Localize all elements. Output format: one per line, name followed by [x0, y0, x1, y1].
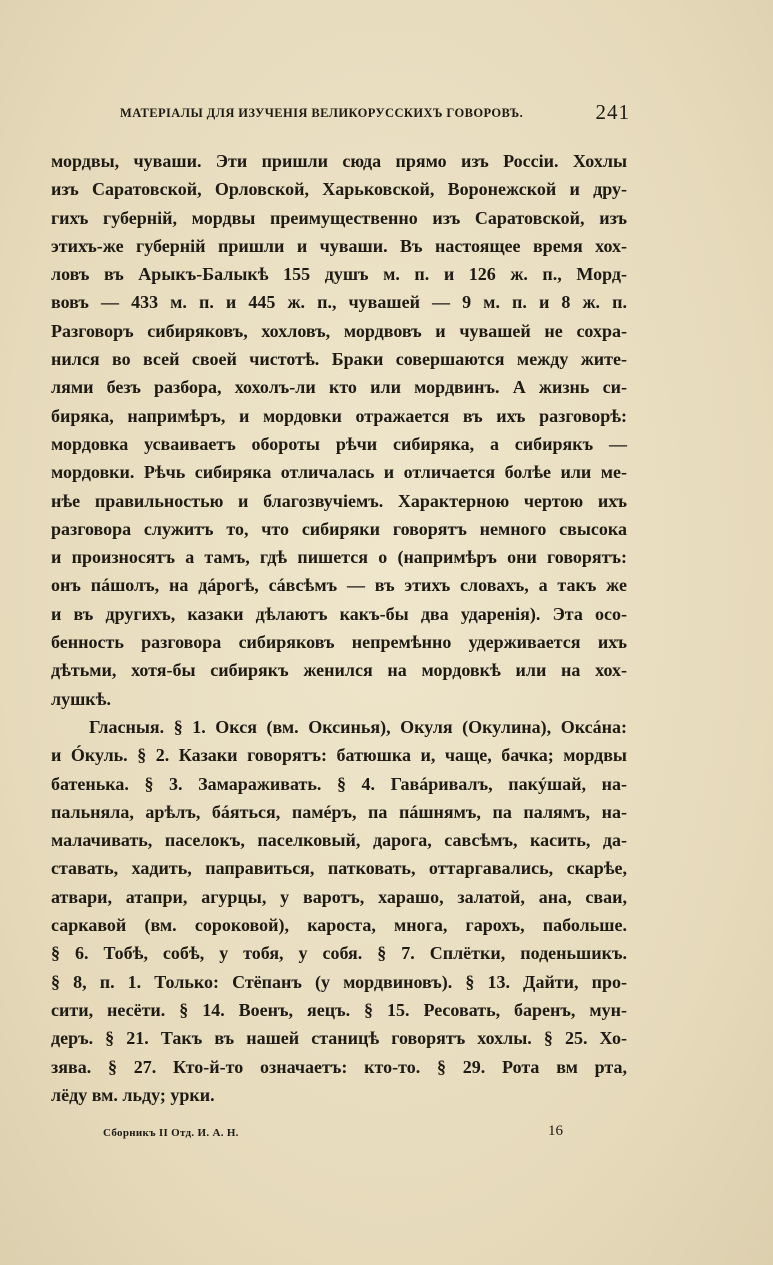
paragraph-2	[51, 713, 627, 1109]
page-header	[120, 100, 630, 130]
text-line: атвари, атапри, агурцы, у варотъ, харашо, залатой, ана, сваи,	[51, 886, 627, 907]
text-line: биряка, напримѣръ, и мордовки отражается въ ихъ разговорѣ:	[51, 405, 627, 426]
text-line: изъ Саратовской, Орловской, Харьковской, Воронежской и дру-	[51, 179, 627, 200]
text-line: Разговоръ сибиряковъ, хохловъ, мордвовъ и чувашей не сохра-	[51, 320, 627, 341]
text-line: мордовки. Рѣчь сибиряка отличалась и отличается болѣе или ме-	[51, 462, 627, 483]
text-line: и произносятъ а тамъ, гдѣ пишется о (напримѣръ они говорятъ:	[51, 547, 627, 568]
text-line: вовъ — 433 м. п. и 445 ж. п., чувашей — 9 м. п. и 8 ж. п.	[51, 292, 627, 313]
text-line: § 8, п. 1. Только: Стёпанъ (у мордвиновъ). § 13. Дайти, про-	[51, 971, 627, 992]
text-line: мордовка усваиваетъ обороты рѣчи сибиряка, а сибирякъ —	[51, 433, 627, 454]
text-line: пальняла, арѣлъ, бáяться, памéръ, па пáшнямъ, па палямъ, на-	[51, 801, 627, 822]
text-line: мордвы, чуваши. Эти пришли сюда прямо изъ Россiи. Хохлы	[51, 151, 627, 171]
text-line: § 6. Тобѣ, собѣ, у тобя, у собя. § 7. Сплётки, поденьшикъ.	[51, 943, 627, 964]
text-line: Гласныя. § 1. Окся (вм. Оксинья), Окуля (Окулина), Оксáна:	[89, 716, 627, 737]
text-line: лушкѣ.	[51, 688, 111, 709]
text-line: малачивать, паселокъ, паселковый, дарога, савсѣмъ, касить, да-	[51, 830, 627, 851]
body-text	[51, 147, 627, 1109]
text-line: ловъ въ Арыкъ-Балыкѣ 155 душъ м. п. и 126 ж. п., Морд-	[51, 264, 627, 285]
text-line: саркавой (вм. сороковой), кароста, многа, гарохъ, пабольше.	[51, 915, 627, 936]
text-line: бенность разговора сибиряковъ непремѣнно удерживается ихъ	[51, 632, 627, 653]
text-line: и Óкуль. § 2. Казаки говорятъ: батюшка и, чаще, бачка; мордвы	[51, 745, 627, 766]
text-line: лёду вм. льду; урки.	[51, 1084, 215, 1105]
text-line: ставать, хадить, паправиться, патковать, оттаргавались, скарѣе,	[51, 858, 627, 879]
text-line: онъ пáшолъ, на дáрогѣ, сáвсѣмъ — въ этихъ словахъ, а такъ же	[51, 575, 627, 596]
text-line: гихъ губернiй, мордвы преимущественно изъ Саратовской, изъ	[51, 207, 627, 228]
text-line: батенька. § 3. Замараживать. § 4. Гавáривалъ, пакýшай, на-	[51, 773, 627, 794]
text-line: нился во всей своей чистотѣ. Браки совершаются между жите-	[51, 349, 627, 370]
running-head: МАТЕРIАЛЫ ДЛЯ ИЗУЧЕНIЯ ВЕЛИКОРУССКИХЪ ГОВОРОВЪ.	[120, 106, 524, 120]
text-line: лями безъ разбора, хохолъ-ли кто или мордвинъ. А жизнь си-	[51, 377, 627, 398]
text-line: нѣе правильностью и благозвучiемъ. Характерною чертою ихъ	[51, 490, 627, 511]
printer-signature: Сборникъ II Отд. И. А. Н.	[103, 1127, 239, 1139]
text-line: деръ. § 21. Такъ въ нашей станицѣ говорятъ хохлы. § 25. Хо-	[51, 1028, 627, 1049]
text-line: разговора служитъ то, что сибиряки говорятъ немного свысока	[51, 518, 627, 539]
sheet-number: 16	[548, 1123, 563, 1139]
page-footer	[103, 1123, 563, 1147]
text-line: этихъ-же губернiй пришли и чуваши. Въ настоящее время хох-	[51, 235, 627, 256]
text-line: зява. § 27. Кто-й-то означаетъ: кто-то. § 29. Рота вм рта,	[51, 1056, 627, 1077]
text-line: дѣтьми, хотя-бы сибирякъ женился на мордовкѣ или на хох-	[51, 660, 627, 681]
text-line: сити, несёти. § 14. Военъ, яецъ. § 15. Ресовать, баренъ, мун-	[51, 999, 627, 1020]
page-number: 241	[595, 100, 630, 124]
paragraph-1	[51, 147, 627, 713]
text-line: и въ другихъ, казаки дѣлаютъ какъ-бы два ударенiя). Эта осо-	[51, 603, 627, 624]
